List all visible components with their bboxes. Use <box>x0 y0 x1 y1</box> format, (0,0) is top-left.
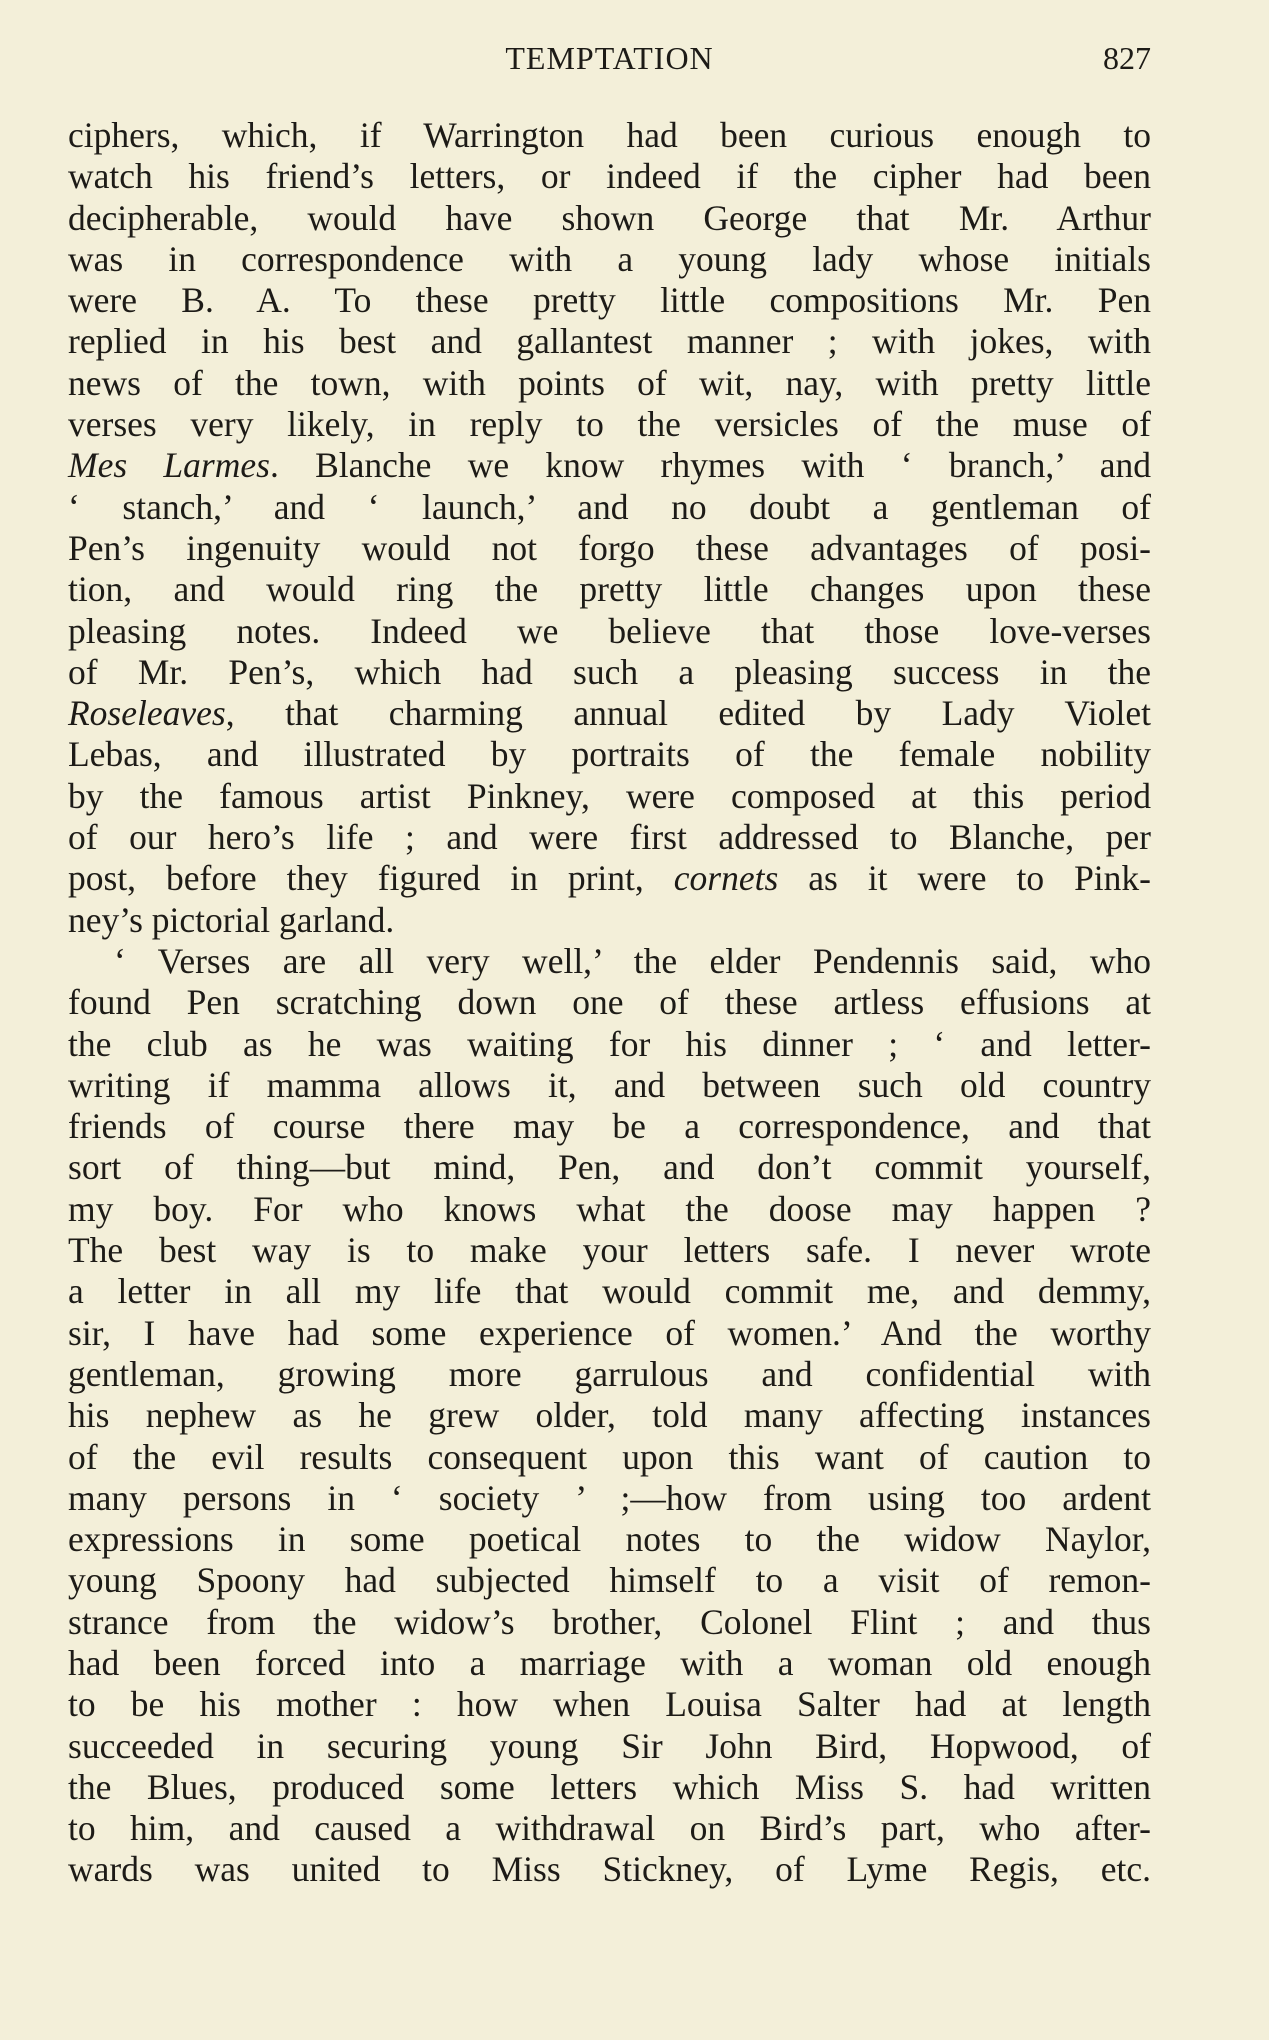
chapter-title: TEMPTATION <box>505 40 714 76</box>
text-line: ‘ stanch,’ and ‘ launch,’ and no doubt a gentleman of <box>68 486 1151 527</box>
text-line: post, before they figured in print, cornets as it were to Pink- <box>68 858 1151 899</box>
text-line: Pen’s ingenuity would not forgo these advantages of posi- <box>68 527 1151 568</box>
text-line: replied in his best and gallantest manner ; with jokes, with <box>68 321 1151 362</box>
body-text <box>68 115 1151 1891</box>
text-line: Lebas, and illustrated by portraits of the female nobility <box>68 734 1151 775</box>
text-line: writing if mamma allows it, and between such old country <box>68 1064 1151 1105</box>
text-line: ‘ Verses are all very well,’ the elder Pendennis said, who <box>114 940 1151 981</box>
text-line: the club as he was waiting for his dinner ; ‘ and letter- <box>68 1023 1151 1064</box>
paragraph-1 <box>68 115 1151 941</box>
text-line: found Pen scratching down one of these artless effusions at <box>68 982 1151 1023</box>
text-line: gentleman, growing more garrulous and confidential with <box>68 1353 1151 1394</box>
text-line: of Mr. Pen’s, which had such a pleasing success in the <box>68 651 1151 692</box>
text-line: pleasing notes. Indeed we believe that those love-verses <box>68 610 1151 651</box>
text-line: succeeded in securing young Sir John Bird, Hopwood, of <box>68 1725 1151 1766</box>
text-line: were B. A. To these pretty little compositions Mr. Pen <box>68 280 1151 321</box>
text-line: many persons in ‘ society ’ ;—how from using too ardent <box>68 1477 1151 1518</box>
text-line: ney’s pictorial garland. <box>68 899 395 940</box>
text-line: his nephew as he grew older, told many affecting instances <box>68 1395 1151 1436</box>
text-line: my boy. For who knows what the doose may happen ? <box>68 1188 1151 1229</box>
text-line: verses very likely, in reply to the versicles of the muse of <box>68 404 1151 445</box>
text-line: a letter in all my life that would commit me, and demmy, <box>68 1271 1151 1312</box>
text-line: decipherable, would have shown George that Mr. Arthur <box>68 197 1151 238</box>
text-line: wards was united to Miss Stickney, of Lyme Regis, etc. <box>68 1849 1151 1890</box>
text-line: tion, and would ring the pretty little changes upon these <box>68 569 1151 610</box>
text-line: young Spoony had subjected himself to a visit of remon- <box>68 1560 1151 1601</box>
running-head <box>68 36 1151 80</box>
text-line: sort of thing—but mind, Pen, and don’t commit yourself, <box>68 1147 1151 1188</box>
text-line: to be his mother : how when Louisa Salter had at length <box>68 1684 1151 1725</box>
text-line: was in correspondence with a young lady whose initials <box>68 238 1151 279</box>
text-line: sir, I have had some experience of women.’ And the worthy <box>68 1312 1151 1353</box>
text-line: the Blues, produced some letters which Miss S. had written <box>68 1766 1151 1807</box>
text-line: of the evil results consequent upon this want of caution to <box>68 1436 1151 1477</box>
text-line: of our hero’s life ; and were first addressed to Blanche, per <box>68 817 1151 858</box>
paragraph-2 <box>68 941 1151 1891</box>
text-line: news of the town, with points of wit, nay, with pretty little <box>68 362 1151 403</box>
text-line: expressions in some poetical notes to the widow Naylor, <box>68 1519 1151 1560</box>
text-line: strance from the widow’s brother, Colonel Flint ; and thus <box>68 1601 1151 1642</box>
text-line: by the famous artist Pinkney, were composed at this period <box>68 775 1151 816</box>
text-line: to him, and caused a withdrawal on Bird’s part, who after- <box>68 1808 1151 1849</box>
page-number: 827 <box>1103 40 1151 76</box>
text-line: The best way is to make your letters safe. I never wrote <box>68 1230 1151 1271</box>
text-line: had been forced into a marriage with a woman old enough <box>68 1642 1151 1683</box>
text-line: Mes Larmes. Blanche we know rhymes with ‘ branch,’ and <box>68 445 1152 486</box>
text-line: friends of course there may be a correspondence, and that <box>68 1106 1151 1147</box>
text-line: ciphers, which, if Warrington had been curious enough to <box>68 115 1151 155</box>
text-line: Roseleaves, that charming annual edited by Lady Violet <box>68 693 1151 734</box>
text-line: watch his friend’s letters, or indeed if the cipher had been <box>68 156 1151 197</box>
